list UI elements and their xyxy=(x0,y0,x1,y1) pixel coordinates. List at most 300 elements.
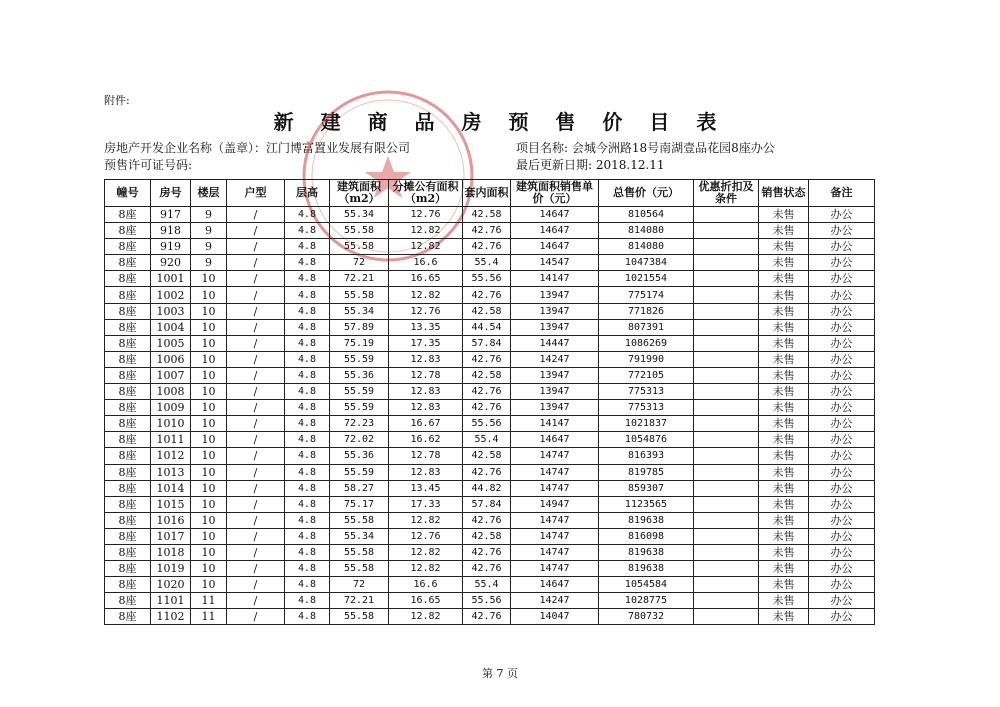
table-cell: 10 xyxy=(191,367,227,383)
table-cell: 10 xyxy=(191,512,227,528)
table-cell: 办公 xyxy=(809,496,875,512)
table-cell: / xyxy=(227,544,285,560)
table-cell: 16.65 xyxy=(389,593,463,609)
table-cell: 办公 xyxy=(809,239,875,255)
col-header: 建筑面积（m2） xyxy=(330,180,389,207)
table-cell: 12.76 xyxy=(389,207,463,223)
table-cell: 8座 xyxy=(105,335,151,351)
table-cell: / xyxy=(227,496,285,512)
table-cell: 8座 xyxy=(105,577,151,593)
table-cell: 4.8 xyxy=(285,528,330,544)
table-cell: 55.34 xyxy=(330,207,389,223)
table-cell: 12.83 xyxy=(389,384,463,400)
table-row xyxy=(105,496,875,512)
table-cell xyxy=(694,255,759,271)
table-cell: 9 xyxy=(191,255,227,271)
table-cell xyxy=(694,544,759,560)
table-cell: 办公 xyxy=(809,528,875,544)
table-cell: 55.34 xyxy=(330,303,389,319)
table-cell: 未售 xyxy=(759,416,809,432)
table-cell: 未售 xyxy=(759,577,809,593)
table-cell: 14747 xyxy=(511,480,599,496)
table-cell: 未售 xyxy=(759,496,809,512)
table-cell xyxy=(694,287,759,303)
table-cell: 4.8 xyxy=(285,512,330,528)
col-header: 销售状态 xyxy=(759,180,809,207)
table-cell: 8座 xyxy=(105,512,151,528)
table-row xyxy=(105,239,875,255)
table-cell: 14747 xyxy=(511,544,599,560)
table-cell: 1101 xyxy=(151,593,191,609)
table-cell: 办公 xyxy=(809,367,875,383)
table-cell: 55.56 xyxy=(463,416,511,432)
table-cell xyxy=(694,319,759,335)
table-cell xyxy=(694,335,759,351)
table-cell: 44.54 xyxy=(463,319,511,335)
table-cell xyxy=(694,400,759,416)
table-cell: 4.8 xyxy=(285,544,330,560)
table-cell: 12.82 xyxy=(389,512,463,528)
table-cell: 72.02 xyxy=(330,432,389,448)
table-cell: / xyxy=(227,593,285,609)
table-row xyxy=(105,319,875,335)
table-cell: 10 xyxy=(191,496,227,512)
table-cell: 办公 xyxy=(809,577,875,593)
table-cell: 1003 xyxy=(151,303,191,319)
table-cell: 1015 xyxy=(151,496,191,512)
table-cell: 办公 xyxy=(809,593,875,609)
table-row xyxy=(105,255,875,271)
col-header: 幢号 xyxy=(105,180,151,207)
table-cell: 4.8 xyxy=(285,432,330,448)
developer-name: 房地产开发企业名称（盖章）：江门博富置业发展有限公司 xyxy=(104,141,411,155)
table-cell: 814080 xyxy=(599,239,694,255)
table-cell: 未售 xyxy=(759,464,809,480)
table-cell: 12.76 xyxy=(389,303,463,319)
table-cell: 10 xyxy=(191,287,227,303)
table-cell: 未售 xyxy=(759,239,809,255)
col-header: 总售价（元） xyxy=(599,180,694,207)
table-cell: 816098 xyxy=(599,528,694,544)
table-cell: 1012 xyxy=(151,448,191,464)
table-cell: / xyxy=(227,432,285,448)
table-cell: 16.6 xyxy=(389,255,463,271)
table-row xyxy=(105,223,875,239)
table-cell: 1004 xyxy=(151,319,191,335)
table-cell: 1005 xyxy=(151,335,191,351)
table-cell: 12.83 xyxy=(389,351,463,367)
table-cell: 72.21 xyxy=(330,271,389,287)
table-cell: 55.58 xyxy=(330,287,389,303)
table-cell: 1006 xyxy=(151,351,191,367)
table-cell: 办公 xyxy=(809,351,875,367)
table-cell: 10 xyxy=(191,577,227,593)
table-cell: 8座 xyxy=(105,223,151,239)
table-cell: 10 xyxy=(191,271,227,287)
table-cell: 1010 xyxy=(151,416,191,432)
table-cell: 10 xyxy=(191,416,227,432)
table-cell: 未售 xyxy=(759,400,809,416)
table-cell: 9 xyxy=(191,239,227,255)
table-cell: / xyxy=(227,561,285,577)
table-cell: 42.58 xyxy=(463,367,511,383)
table-cell: 814080 xyxy=(599,223,694,239)
table-cell: 42.76 xyxy=(463,561,511,577)
table-cell: 未售 xyxy=(759,255,809,271)
table-row xyxy=(105,384,875,400)
table-row xyxy=(105,287,875,303)
table-cell: 4.8 xyxy=(285,335,330,351)
table-cell: 8座 xyxy=(105,303,151,319)
table-cell: 4.8 xyxy=(285,464,330,480)
table-row xyxy=(105,464,875,480)
table-cell xyxy=(694,593,759,609)
table-cell: 14547 xyxy=(511,255,599,271)
table-cell: / xyxy=(227,287,285,303)
presale-permit: 预售许可证号码: xyxy=(104,158,193,172)
table-cell: 1011 xyxy=(151,432,191,448)
table-cell: 9 xyxy=(191,223,227,239)
table-cell: 10 xyxy=(191,351,227,367)
table-cell: 8座 xyxy=(105,561,151,577)
table-cell: 14747 xyxy=(511,512,599,528)
table-cell: 1017 xyxy=(151,528,191,544)
table-cell: 1054876 xyxy=(599,432,694,448)
table-cell xyxy=(694,207,759,223)
table-cell: 4.8 xyxy=(285,207,330,223)
table-cell: 810564 xyxy=(599,207,694,223)
table-cell: 1123565 xyxy=(599,496,694,512)
table-cell: 未售 xyxy=(759,448,809,464)
table-row xyxy=(105,335,875,351)
table-row xyxy=(105,577,875,593)
table-cell xyxy=(694,448,759,464)
table-cell: 8座 xyxy=(105,448,151,464)
table-cell: 办公 xyxy=(809,207,875,223)
table-cell: 75.17 xyxy=(330,496,389,512)
table-cell: 72 xyxy=(330,577,389,593)
document-title: 新 建 商 品 房 预 售 价 目 表 xyxy=(273,110,727,134)
table-cell: 1047384 xyxy=(599,255,694,271)
col-header: 优惠折扣及条件 xyxy=(694,180,759,207)
table-cell: 10 xyxy=(191,400,227,416)
table-cell: 未售 xyxy=(759,367,809,383)
table-cell: 55.59 xyxy=(330,384,389,400)
table-cell xyxy=(694,239,759,255)
table-cell: 1009 xyxy=(151,400,191,416)
table-row xyxy=(105,271,875,287)
table-cell xyxy=(694,609,759,625)
table-cell: 未售 xyxy=(759,335,809,351)
table-cell: 42.76 xyxy=(463,287,511,303)
table-cell: 办公 xyxy=(809,448,875,464)
table-cell: 10 xyxy=(191,319,227,335)
table-cell: 55.59 xyxy=(330,400,389,416)
table-cell: / xyxy=(227,319,285,335)
table-cell: 4.8 xyxy=(285,319,330,335)
table-cell: 未售 xyxy=(759,303,809,319)
table-cell: 55.58 xyxy=(330,239,389,255)
table-cell: 4.8 xyxy=(285,609,330,625)
table-cell: 55.34 xyxy=(330,528,389,544)
table-cell: 未售 xyxy=(759,223,809,239)
table-cell: 8座 xyxy=(105,544,151,560)
col-header: 套内面积 xyxy=(463,180,511,207)
table-cell: 12.82 xyxy=(389,609,463,625)
table-cell: 55.58 xyxy=(330,609,389,625)
table-cell: 75.19 xyxy=(330,335,389,351)
table-cell xyxy=(694,223,759,239)
table-cell: 12.83 xyxy=(389,464,463,480)
table-cell: 办公 xyxy=(809,609,875,625)
table-cell: 780732 xyxy=(599,609,694,625)
table-cell: / xyxy=(227,303,285,319)
table-cell: 办公 xyxy=(809,464,875,480)
col-header: 建筑面积销售单价（元） xyxy=(511,180,599,207)
table-cell: 859307 xyxy=(599,480,694,496)
table-row xyxy=(105,351,875,367)
table-cell: 办公 xyxy=(809,480,875,496)
table-cell: 55.58 xyxy=(330,512,389,528)
table-cell: 4.8 xyxy=(285,287,330,303)
table-cell: 10 xyxy=(191,384,227,400)
table-cell: 14747 xyxy=(511,528,599,544)
table-cell: 10 xyxy=(191,544,227,560)
table-cell xyxy=(694,351,759,367)
table-cell: 办公 xyxy=(809,255,875,271)
table-cell: 42.76 xyxy=(463,239,511,255)
table-row xyxy=(105,480,875,496)
table-row xyxy=(105,561,875,577)
table-row xyxy=(105,448,875,464)
table-cell: 4.8 xyxy=(285,351,330,367)
table-cell: 1001 xyxy=(151,271,191,287)
table-row xyxy=(105,512,875,528)
table-row xyxy=(105,432,875,448)
table-cell: 办公 xyxy=(809,303,875,319)
table-cell: 13.45 xyxy=(389,480,463,496)
table-cell: 未售 xyxy=(759,561,809,577)
table-cell: / xyxy=(227,464,285,480)
last-updated: 最后更新日期: 2018.12.11 xyxy=(516,158,665,172)
table-cell: 1008 xyxy=(151,384,191,400)
table-cell: / xyxy=(227,400,285,416)
table-cell: 917 xyxy=(151,207,191,223)
table-cell: 4.8 xyxy=(285,303,330,319)
table-cell: 17.35 xyxy=(389,335,463,351)
table-cell: 57.89 xyxy=(330,319,389,335)
table-cell xyxy=(694,367,759,383)
table-cell: / xyxy=(227,367,285,383)
table-cell: 775174 xyxy=(599,287,694,303)
table-cell: 1020 xyxy=(151,577,191,593)
table-cell: 14447 xyxy=(511,335,599,351)
table-cell: 55.36 xyxy=(330,367,389,383)
table-cell: / xyxy=(227,384,285,400)
table-cell: 4.8 xyxy=(285,416,330,432)
table-cell: 14147 xyxy=(511,271,599,287)
table-cell: 10 xyxy=(191,432,227,448)
table-row xyxy=(105,367,875,383)
table-cell: 42.76 xyxy=(463,384,511,400)
table-cell: 57.84 xyxy=(463,496,511,512)
table-cell: / xyxy=(227,207,285,223)
table-cell: 919 xyxy=(151,239,191,255)
table-cell: 57.84 xyxy=(463,335,511,351)
table-cell xyxy=(694,432,759,448)
table-cell: 12.78 xyxy=(389,367,463,383)
table-cell: 42.76 xyxy=(463,464,511,480)
table-cell: 14947 xyxy=(511,496,599,512)
table-cell xyxy=(694,577,759,593)
project-name: 项目名称: 会城今洲路18号南湖壹品花园8座办公 xyxy=(516,141,775,155)
table-cell: 819638 xyxy=(599,512,694,528)
table-cell: 8座 xyxy=(105,239,151,255)
table-cell: 1021837 xyxy=(599,416,694,432)
table-cell: 12.83 xyxy=(389,400,463,416)
table-cell: 42.58 xyxy=(463,207,511,223)
table-cell: 55.36 xyxy=(330,448,389,464)
table-cell: 13947 xyxy=(511,384,599,400)
table-cell: 10 xyxy=(191,448,227,464)
page-number: 第 7 页 xyxy=(482,667,518,680)
table-cell: / xyxy=(227,335,285,351)
table-cell xyxy=(694,416,759,432)
table-cell: 未售 xyxy=(759,544,809,560)
table-cell: 办公 xyxy=(809,271,875,287)
table-cell: 1054584 xyxy=(599,577,694,593)
table-cell: / xyxy=(227,223,285,239)
col-header: 户型 xyxy=(227,180,285,207)
table-cell: 10 xyxy=(191,480,227,496)
table-cell: 72 xyxy=(330,255,389,271)
table-cell: 8座 xyxy=(105,319,151,335)
table-cell xyxy=(694,528,759,544)
table-cell: 13947 xyxy=(511,303,599,319)
table-cell: 42.76 xyxy=(463,512,511,528)
table-cell: 1102 xyxy=(151,609,191,625)
table-cell: 8座 xyxy=(105,464,151,480)
table-cell: 8座 xyxy=(105,528,151,544)
table-cell: 42.58 xyxy=(463,448,511,464)
table-cell: 55.4 xyxy=(463,577,511,593)
table-cell: 816393 xyxy=(599,448,694,464)
table-cell: 775313 xyxy=(599,400,694,416)
table-cell: 14047 xyxy=(511,609,599,625)
table-cell: 819785 xyxy=(599,464,694,480)
table-cell: 14747 xyxy=(511,448,599,464)
table-cell: 4.8 xyxy=(285,223,330,239)
table-cell xyxy=(694,464,759,480)
table-cell: 55.58 xyxy=(330,561,389,577)
table-cell: 72.21 xyxy=(330,593,389,609)
table-cell: 1028775 xyxy=(599,593,694,609)
table-cell: 11 xyxy=(191,609,227,625)
table-cell xyxy=(694,271,759,287)
table-cell: 14647 xyxy=(511,223,599,239)
table-cell: 55.58 xyxy=(330,544,389,560)
table-cell: 10 xyxy=(191,464,227,480)
table-cell: 17.33 xyxy=(389,496,463,512)
table-cell: 807391 xyxy=(599,319,694,335)
table-cell: / xyxy=(227,239,285,255)
col-header: 备注 xyxy=(809,180,875,207)
table-cell: 819638 xyxy=(599,561,694,577)
table-row xyxy=(105,416,875,432)
col-header: 分摊公有面积（m2） xyxy=(389,180,463,207)
col-header: 楼层 xyxy=(191,180,227,207)
table-cell xyxy=(694,561,759,577)
table-cell: 1019 xyxy=(151,561,191,577)
table-cell: 16.6 xyxy=(389,577,463,593)
table-row xyxy=(105,609,875,625)
table-cell: 8座 xyxy=(105,609,151,625)
table-cell: 14647 xyxy=(511,239,599,255)
table-cell: / xyxy=(227,480,285,496)
table-cell: 办公 xyxy=(809,561,875,577)
table-cell: 55.58 xyxy=(330,223,389,239)
table-cell: 1016 xyxy=(151,512,191,528)
table-cell: 55.4 xyxy=(463,432,511,448)
table-cell: 未售 xyxy=(759,351,809,367)
table-cell: 未售 xyxy=(759,480,809,496)
table-body xyxy=(105,207,875,625)
table-cell: 14647 xyxy=(511,577,599,593)
table-cell: / xyxy=(227,528,285,544)
table-cell: 4.8 xyxy=(285,367,330,383)
table-cell: 771826 xyxy=(599,303,694,319)
table-cell: 4.8 xyxy=(285,480,330,496)
table-cell: 14147 xyxy=(511,416,599,432)
table-cell: 8座 xyxy=(105,480,151,496)
table-cell: 未售 xyxy=(759,207,809,223)
table-cell: 16.67 xyxy=(389,416,463,432)
table-cell: 办公 xyxy=(809,544,875,560)
table-cell: 10 xyxy=(191,561,227,577)
table-cell: 13947 xyxy=(511,400,599,416)
table-cell: 1007 xyxy=(151,367,191,383)
table-cell: 13.35 xyxy=(389,319,463,335)
table-cell xyxy=(694,303,759,319)
table-cell xyxy=(694,384,759,400)
table-cell: 1018 xyxy=(151,544,191,560)
table-row xyxy=(105,303,875,319)
table-cell: 办公 xyxy=(809,319,875,335)
table-cell: / xyxy=(227,448,285,464)
table-cell: 55.4 xyxy=(463,255,511,271)
table-cell: 4.8 xyxy=(285,400,330,416)
table-cell: 8座 xyxy=(105,287,151,303)
table-cell: 8座 xyxy=(105,351,151,367)
table-cell: 4.8 xyxy=(285,496,330,512)
table-cell: 14647 xyxy=(511,432,599,448)
table-cell: 1014 xyxy=(151,480,191,496)
table-cell: 未售 xyxy=(759,593,809,609)
table-cell: 16.62 xyxy=(389,432,463,448)
table-row xyxy=(105,400,875,416)
table-cell: 办公 xyxy=(809,432,875,448)
table-cell: 42.76 xyxy=(463,609,511,625)
table-cell: 4.8 xyxy=(285,271,330,287)
table-cell: 8座 xyxy=(105,271,151,287)
table-cell: 42.76 xyxy=(463,351,511,367)
table-cell: 42.58 xyxy=(463,528,511,544)
table-cell: 办公 xyxy=(809,223,875,239)
table-cell: 819638 xyxy=(599,544,694,560)
table-cell: 12.82 xyxy=(389,239,463,255)
table-cell: 8座 xyxy=(105,496,151,512)
table-cell: 未售 xyxy=(759,528,809,544)
